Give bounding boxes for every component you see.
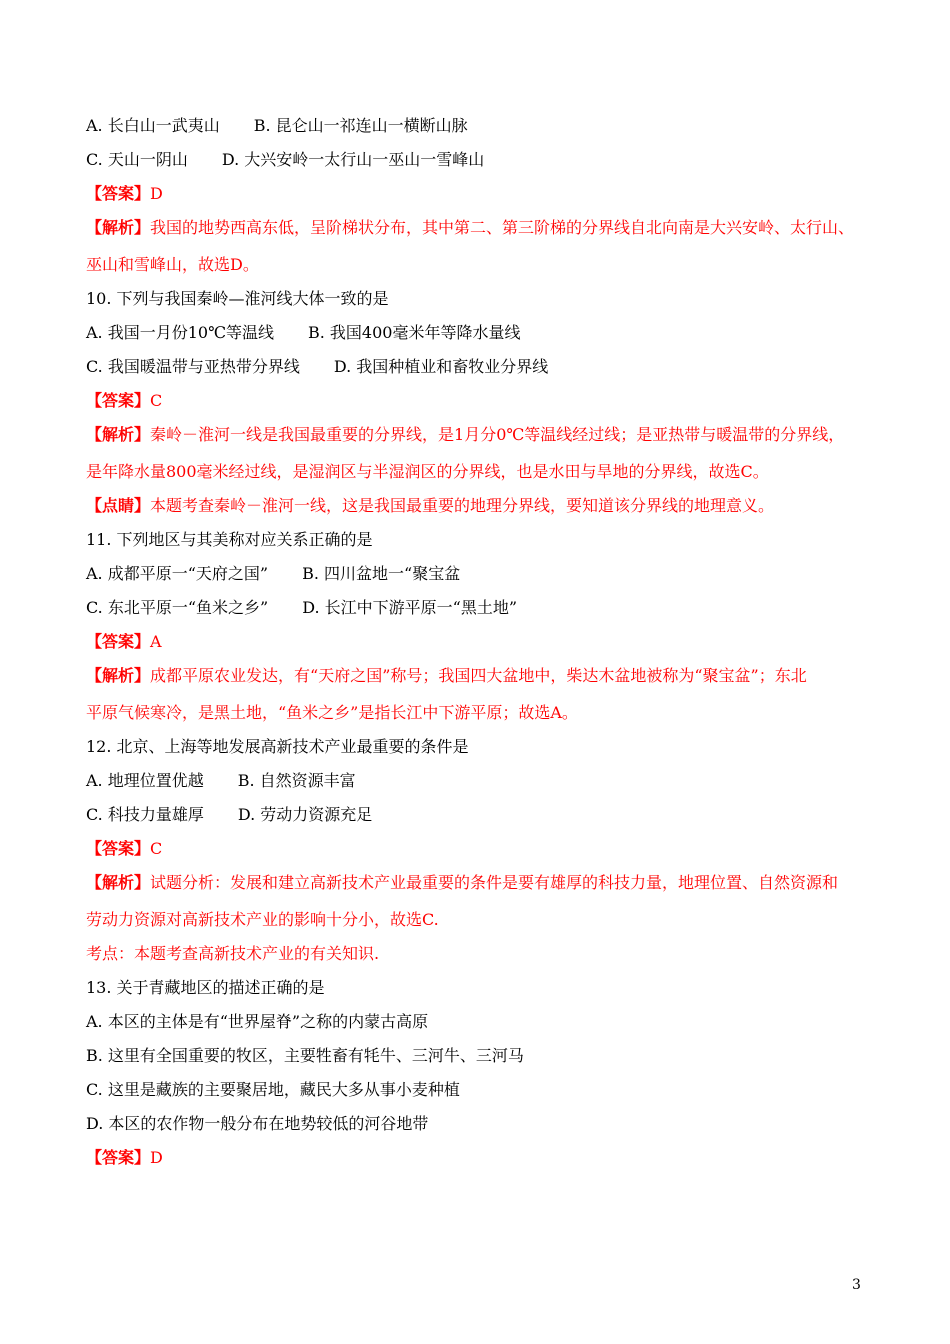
q11-option-c: C. 东北平原一“鱼米之乡” xyxy=(86,598,269,617)
q13-option-c: C. 这里是藏族的主要聚居地，藏民大多从事小麦种植 xyxy=(86,1080,460,1099)
analysis-tag: 【解析】 xyxy=(86,425,151,444)
q12-options-cd xyxy=(86,805,372,825)
q13-question: 13. 关于青藏地区的描述正确的是 xyxy=(86,978,325,997)
q11-options-cd xyxy=(86,598,517,618)
analysis-tag: 【解析】 xyxy=(86,666,151,685)
q9-analysis-line1 xyxy=(86,218,854,238)
page-number: 3 xyxy=(852,1277,861,1293)
q11-answer xyxy=(86,632,162,652)
answer-value: D xyxy=(150,184,163,203)
q9-option-a: A. 长白山一武夷山 xyxy=(86,116,220,135)
q9-option-d: D. 大兴安岭一太行山一巫山一雪峰山 xyxy=(221,150,485,169)
q10-options-cd xyxy=(86,357,548,377)
q10-answer xyxy=(86,391,162,411)
q12-options-ab xyxy=(86,771,356,791)
q13-answer xyxy=(86,1148,163,1168)
answer-value: C xyxy=(150,391,163,410)
q12-option-c: C. 科技力量雄厚 xyxy=(86,805,204,824)
analysis-text: 秦岭－淮河一线是我国最重要的分界线，是1月分0℃等温线经过线；是亚热带与暖温带的分界线， xyxy=(150,425,845,444)
analysis-text: 试题分析：发展和建立高新技术产业最重要的条件是要有雄厚的科技力量，地理位置、自然资源和 xyxy=(150,873,839,892)
analysis-tag: 【解析】 xyxy=(86,873,151,892)
q9-analysis-line2: 巫山和雪峰山，故选D。 xyxy=(86,255,259,274)
q10-option-d: D. 我国种植业和畜牧业分界线 xyxy=(333,357,549,376)
q9-option-c: C. 天山一阴山 xyxy=(86,150,188,169)
q10-tip xyxy=(86,496,774,516)
q12-option-d: D. 劳动力资源充足 xyxy=(237,805,373,824)
analysis-text: 我国的地势西高东低，呈阶梯状分布，其中第二、第三阶梯的分界线自北向南是大兴安岭、太行山、 xyxy=(150,218,855,237)
q9-answer xyxy=(86,184,163,204)
q12-option-b: B. 自然资源丰富 xyxy=(237,771,356,790)
q10-analysis-line2: 是年降水量800毫米经过线，是湿润区与半湿润区的分界线，也是水田与旱地的分界线，故选C。 xyxy=(86,462,769,481)
q9-options-ab xyxy=(86,116,468,136)
tip-tag: 【点睛】 xyxy=(86,496,151,515)
answer-tag: 【答案】 xyxy=(86,1148,151,1167)
analysis-tag: 【解析】 xyxy=(86,218,151,237)
q12-option-a: A. 地理位置优越 xyxy=(86,771,204,790)
q10-option-a: A. 我国一月份10℃等温线 xyxy=(86,323,274,342)
q11-analysis-line1 xyxy=(86,666,807,686)
analysis-text: 成都平原农业发达，有“天府之国”称号；我国四大盆地中，柴达木盆地被称为“聚宝盆”；东北 xyxy=(150,666,807,685)
q12-analysis-line1 xyxy=(86,873,838,893)
q9-options-cd xyxy=(86,150,484,170)
q10-analysis-line1 xyxy=(86,425,844,445)
answer-tag: 【答案】 xyxy=(86,391,151,410)
q10-question: 10. 下列与我国秦岭—淮河线大体一致的是 xyxy=(86,289,389,308)
q11-option-a: A. 成都平原一“天府之国” xyxy=(86,564,269,583)
answer-value: D xyxy=(150,1148,163,1167)
q10-option-c: C. 我国暖温带与亚热带分界线 xyxy=(86,357,300,376)
answer-value: A xyxy=(150,632,162,651)
q10-options-ab xyxy=(86,323,520,343)
q9-option-b: B. 昆仑山一祁连山一横断山脉 xyxy=(253,116,468,135)
answer-tag: 【答案】 xyxy=(86,632,151,651)
q11-option-d: D. 长江中下游平原一“黑土地” xyxy=(302,598,518,617)
q11-options-ab xyxy=(86,564,460,584)
q11-option-b: B. 四川盆地一“聚宝盆 xyxy=(302,564,461,583)
q13-option-d: D. 本区的农作物一般分布在地势较低的河谷地带 xyxy=(86,1114,429,1133)
q13-option-a: A. 本区的主体是有“世界屋脊”之称的内蒙古高原 xyxy=(86,1012,429,1031)
answer-tag: 【答案】 xyxy=(86,839,151,858)
answer-tag: 【答案】 xyxy=(86,184,151,203)
q10-option-b: B. 我国400毫米年等降水量线 xyxy=(308,323,521,342)
q12-question: 12. 北京、上海等地发展高新技术产业最重要的条件是 xyxy=(86,737,469,756)
q13-option-b: B. 这里有全国重要的牧区，主要牲畜有牦牛、三河牛、三河马 xyxy=(86,1046,524,1065)
q11-analysis-line2: 平原气候寒冷，是黑土地，“鱼米之乡”是指长江中下游平原；故选A。 xyxy=(86,703,578,722)
q12-analysis-line2: 劳动力资源对高新技术产业的影响十分小，故选C. xyxy=(86,910,439,929)
q11-question: 11. 下列地区与其美称对应关系正确的是 xyxy=(86,530,373,549)
tip-text: 本题考查秦岭－淮河一线，这是我国最重要的地理分界线，要知道该分界线的地理意义。 xyxy=(150,496,775,515)
answer-value: C xyxy=(150,839,163,858)
q12-answer xyxy=(86,839,162,859)
q12-kaodian: 考点：本题考查高新技术产业的有关知识. xyxy=(86,944,380,963)
